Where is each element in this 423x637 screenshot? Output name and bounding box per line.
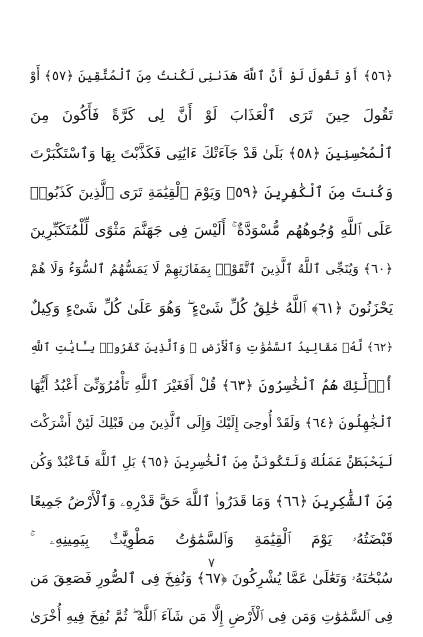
text-line: ﴿٦٢﴾ لَّهُۥ مَقَالِيدُ ٱلسَّمَٰوَٰتِ وَٱلْأَرْضِ ۗ وَٱلَّذِينَ كَفَرُوا۟ بِـَٔايَٰتِ ٱللَّهِ (30, 340, 393, 355)
text-line: قَبْضَتُهُۥ يَوْمَ ٱلْقِيَٰمَةِ وَٱلسَّمَٰوَٰتُ مَطْوِيَّٰتٌۢ بِيَمِينِهِۦ ۚ (30, 531, 393, 549)
text-line: سُبْحَٰنَهُۥ وَتَعَٰلَىٰ عَمَّا يُشْرِكُونَ ﴿٦٧﴾ وَنُفِخَ فِى ٱلصُّورِ فَصَعِقَ مَن (30, 570, 393, 587)
text-line: ﴿٦٠﴾ وَيُنَجِّى ٱللَّهُ ٱلَّذِينَ ٱتَّقَوْا۟ بِمَفَازَتِهِمْ لَا يَمَسُّهُمُ ٱلسُّوٓءُ وَلَا هُمْ (30, 261, 393, 277)
text-line: ﴿٥٦﴾ أَوْ تَقُولَ لَوْ أَنَّ ٱللَّهَ هَدَىٰنِى لَكُنتُ مِنَ ٱلْمُتَّقِينَ ﴿٥٧﴾ أَوْ (30, 69, 393, 84)
text-line: مِّنَ ٱلشَّٰكِرِينَ ﴿٦٦﴾ وَمَا قَدَرُوا۟ ٱللَّهَ حَقَّ قَدْرِهِۦ وَٱلْأَرْضُ جَمِيعًا (30, 493, 393, 510)
page-number: ٧ (208, 556, 215, 571)
text-line: فِى ٱلسَّمَٰوَٰتِ وَمَن فِى ٱلْأَرْضِ إِلَّا مَن شَآءَ ٱللَّهُ ۖ ثُمَّ نُفِخَ فِيهِ أُخْرَىٰ (30, 609, 393, 626)
text-line: لَيَحْبَطَنَّ عَمَلُكَ وَلَتَكُونَنَّ مِنَ ٱلْخَٰسِرِينَ ﴿٦٥﴾ بَلِ ٱللَّهَ فَٱعْبُدْ وَكُن (30, 454, 393, 470)
text-line: وَكُنتَ مِنَ ٱلْكَٰفِرِينَ ﴿٥٩﴾ وَيَوْمَ ٱلْقِيَٰمَةِ تَرَى ٱلَّذِينَ كَذَبُوا۟ (30, 184, 393, 201)
text-line: يَحْزَنُونَ ﴿٦١﴾ ٱللَّهُ خَٰلِقُ كُلِّ شَىْءٍ ۖ وَهُوَ عَلَىٰ كُلِّ شَىْءٍ وَكِيلٌ (30, 299, 393, 317)
text-line: تَقُولَ حِينَ تَرَى ٱلْعَذَابَ لَوْ أَنَّ لِى كَرَّةً فَأَكُونَ مِنَ (30, 106, 393, 124)
quran-text-block (30, 58, 393, 637)
text-line: أُو۟لَٰٓئِكَ هُمُ ٱلْخَٰسِرُونَ ﴿٦٣﴾ قُلْ أَفَغَيْرَ ٱللَّهِ تَأْمُرُوٓنِّىٓ أَعْبُدُ أَيُّهَا (30, 377, 393, 394)
text-line: ٱلْجَٰهِلُونَ ﴿٦٤﴾ وَلَقَدْ أُوحِىَ إِلَيْكَ وَإِلَى ٱلَّذِينَ مِن قَبْلِكَ لَئِنْ أَشْرَكْتَ (30, 416, 393, 432)
text-line: ٱلْمُحْسِنِينَ ﴿٥٨﴾ بَلَىٰ قَدْ جَآءَتْكَ ءَايَٰتِى فَكَذَّبْتَ بِهَا وَٱسْتَكْبَرْتَ (30, 146, 393, 163)
text-line: عَلَى ٱللَّهِ وُجُوهُهُم مُّسْوَدَّةٌ ۚ أَلَيْسَ فِى جَهَنَّمَ مَثْوًى لِّلْمُتَكَبِّرِينَ (30, 222, 393, 240)
